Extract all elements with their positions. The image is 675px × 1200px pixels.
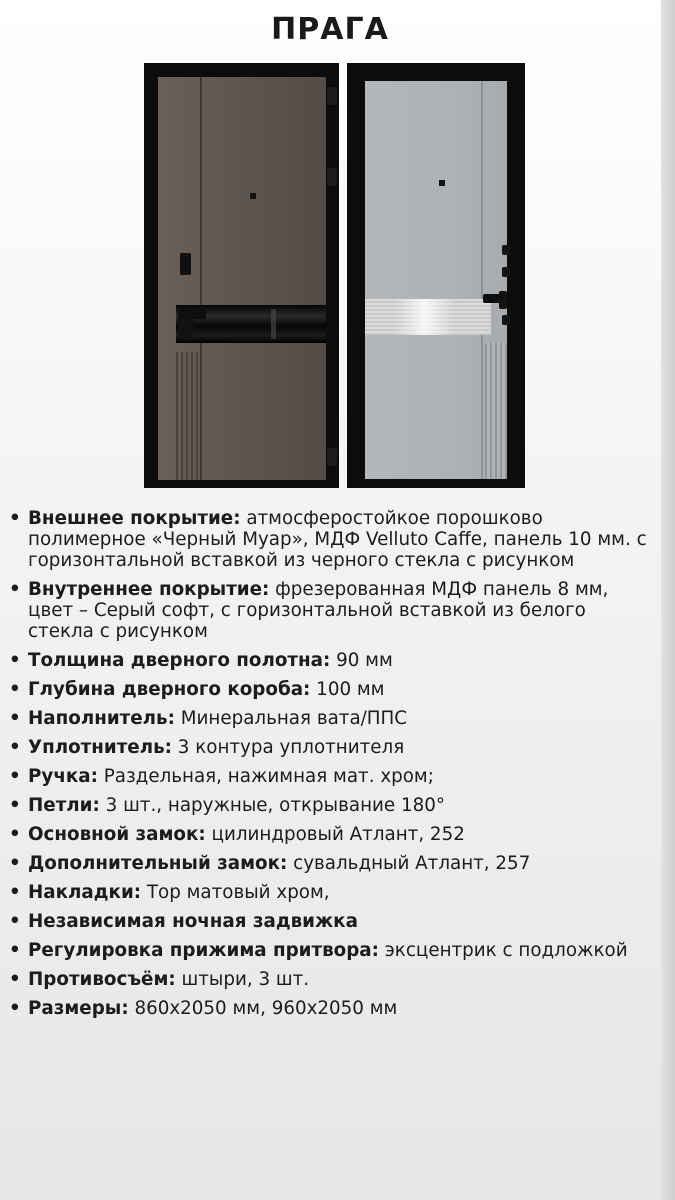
lock-knob-icon [502,267,510,277]
spec-item-night-latch [6,911,656,932]
door-groove [481,81,483,479]
spec-value: штыри, 3 шт. [175,969,310,990]
spec-label: Наполнитель: [28,708,175,729]
spec-value: сувальдный Атлант, 257 [287,853,531,874]
spec-value: 860х2050 мм, 960х2050 мм [128,998,398,1019]
peephole-icon [439,180,445,186]
door-interior-leaf [365,81,507,479]
spec-value: 3 контура уплотнителя [171,737,405,758]
spec-value: Тор матовый хром, [141,882,330,903]
spec-item-frame-depth [6,679,656,700]
door-hinge [327,87,337,105]
spec-value: цилиндровый Атлант, 252 [205,824,465,845]
spec-item-leaf-thickness [6,650,656,671]
spec-label: Размеры: [28,998,129,1019]
spec-value: эксцентрик с подложкой [378,940,628,961]
spec-value: 3 шт., наружные, открывание 180° [99,795,445,816]
spec-label: Накладки: [28,882,142,903]
spec-label: Дополнительный замок: [28,853,288,874]
spec-item-filler [6,708,656,729]
spec-item-handle [6,766,656,787]
door-handle-icon [178,309,206,319]
spec-label: Внутреннее покрытие: [28,579,270,600]
spec-label: Независимая ночная задвижка [28,911,358,932]
spec-value: 90 мм [330,650,393,671]
spec-item-sizes [6,998,656,1019]
lock-knob-icon [502,315,510,325]
spec-label: Противосъём: [28,969,176,990]
spec-label: Глубина дверного короба: [28,679,311,700]
door-handle-icon [483,294,503,303]
spec-item-seal [6,737,656,758]
spec-item-interior-finish [6,579,656,642]
spec-label: Петли: [28,795,100,816]
spec-label: Внешнее покрытие: [28,508,241,529]
spec-label: Толщина дверного полотна: [28,650,331,671]
milled-stripes [176,352,200,480]
door-exterior-leaf [158,77,326,480]
page-title: ПРАГА [271,12,389,47]
milled-stripes [485,343,507,479]
spec-value: 100 мм [310,679,385,700]
white-glass-insert [365,299,491,335]
lock-cylinder-icon [180,329,191,339]
spec-value: Минеральная вата/ППС [174,708,408,729]
spec-value: Раздельная, нажимная мат. хром; [97,766,434,787]
spec-item-trims [6,882,656,903]
page-edge-strip [661,0,675,1200]
door-interior-image [347,63,525,488]
peephole-icon [250,193,256,199]
night-latch-icon [502,245,510,255]
spec-item-anti-removal [6,969,656,990]
spec-list [6,508,656,1027]
spec-item-clamp-adjust [6,940,656,961]
spec-label: Регулировка прижима притвора: [28,940,379,961]
spec-label: Ручка: [28,766,98,787]
spec-item-hinges [6,795,656,816]
door-hinge [327,448,337,466]
spec-label: Уплотнитель: [28,737,172,758]
spec-item-exterior-finish [6,508,656,571]
spec-value: фрезерованная МДФ панель 8 мм, цвет – Серый софт, с горизонтальной вставкой из белого стекла с рисунком [28,579,609,642]
door-hinge [327,168,337,186]
spec-value: атмосферостойкое порошково полимерное «Черный Муар», МДФ Velluto Caffe, панель 10 мм. с горизонтальной вставкой из черного стекла с рисунком [28,508,647,571]
spec-item-extra-lock [6,853,656,874]
spec-label: Основной замок: [28,824,206,845]
spec-item-main-lock [6,824,656,845]
door-exterior-image [144,63,339,488]
lock-cylinder-icon [180,253,191,275]
door-groove [200,77,202,480]
